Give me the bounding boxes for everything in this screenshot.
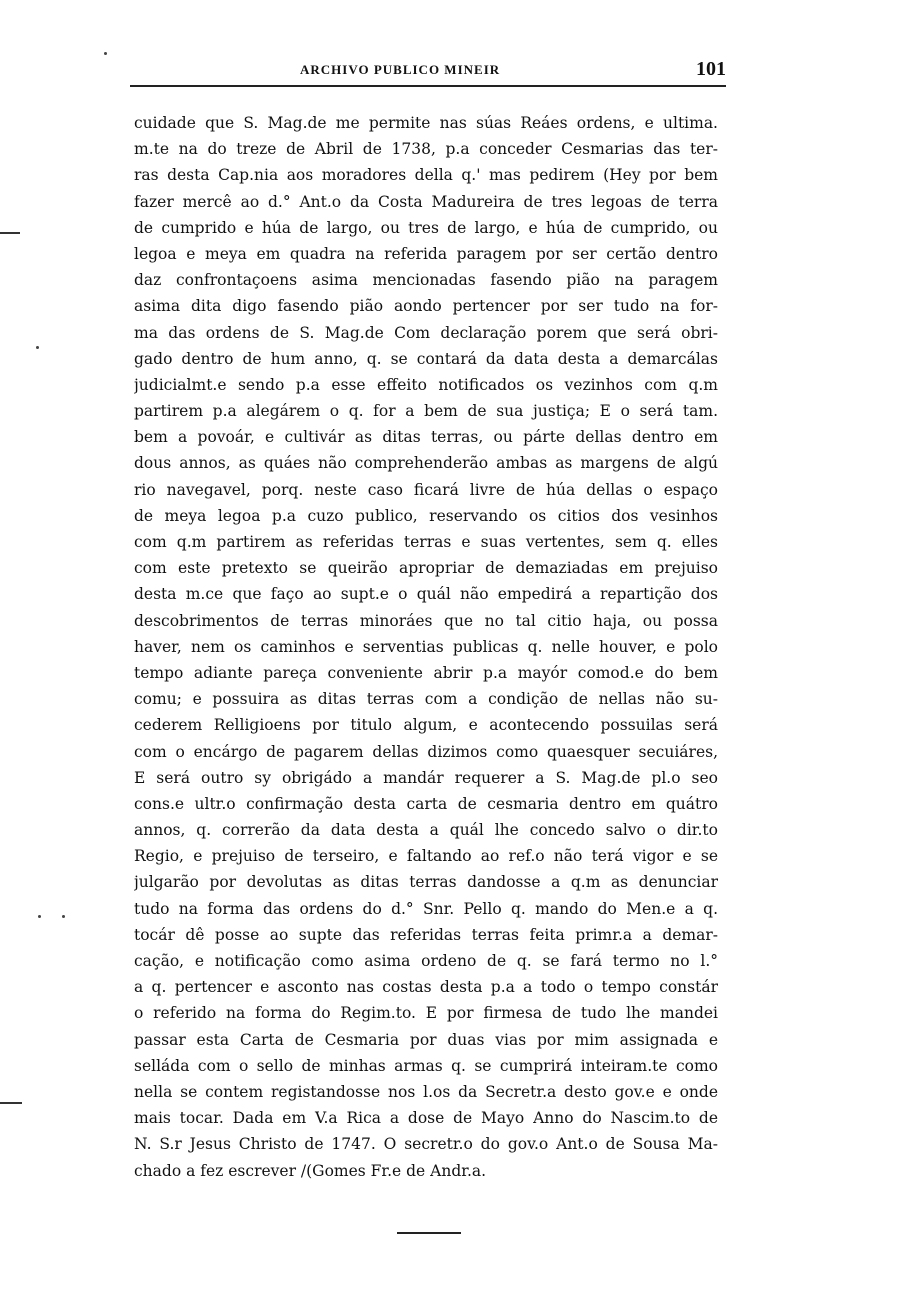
text-line: cederem Relligioens por titulo algum, e acontecendo possuilas será: [134, 716, 718, 735]
text-line: fazer mercê ao d.° Ant.o da Costa Madureira de tres legoas de terra: [134, 192, 718, 211]
text-line: cons.e ultr.o confirmação desta carta de cesmaria dentro em quátro: [134, 794, 718, 813]
text-line: de meya legoa p.a cuzo publico, reservando os citios dos vesinhos: [134, 506, 718, 525]
text-line: annos, q. correrão da data desta a quál lhe concedo salvo o dir.to: [134, 821, 718, 840]
scan-speck: [36, 346, 39, 349]
margin-mark: [0, 232, 20, 234]
text-line: tocár dê posse ao supte das referidas terras feita primr.a a demar-: [134, 925, 718, 944]
text-line: mais tocar. Dada em V.a Rica a dose de Mayo Anno do Nascim.to de: [134, 1109, 718, 1128]
text-line: de cumprido e húa de largo, ou tres de largo, e húa de cumprido, ou: [134, 218, 718, 237]
text-line: N. S.r Jesus Christo de 1747. O secretr.o do gov.o Ant.o de Sousa Ma-: [134, 1135, 718, 1154]
text-line: com o encárgo de pagarem dellas dizimos como quaesquer secuiáres,: [134, 742, 718, 761]
text-line: bem a povoár, e cultivár as ditas terras, ou párte dellas dentro em: [134, 428, 718, 447]
text-line: descobrimentos de terras minoráes que no tal citio haja, ou possa: [134, 611, 718, 630]
text-line: rio navegavel, porq. neste caso ficará livre de húa dellas o espaço: [134, 480, 718, 499]
text-line: julgarão por devolutas as ditas terras dandosse a q.m as denunciar: [134, 873, 718, 892]
text-line: a q. pertencer e asconto nas costas desta p.a a todo o tempo constár: [134, 978, 718, 997]
text-line: judicialmt.e sendo p.a esse effeito notificados os vezinhos com q.m: [134, 375, 718, 394]
text-line: partirem p.a alegárem o q. for a bem de sua justiça; E o será tam.: [134, 402, 718, 421]
text-line: asima dita digo fasendo pião aondo pertencer por ser tudo na for-: [134, 297, 718, 316]
text-line: selláda com o sello de minhas armas q. se cumprirá inteiram.te como: [134, 1056, 718, 1075]
text-line: chado a fez escrever /(Gomes Fr.e de Andr.a.: [134, 1161, 487, 1180]
text-line: gado dentro de hum anno, q. se contará da data desta a demarcálas: [134, 349, 718, 368]
text-line: o referido na forma do Regim.to. E por firmesa de tudo lhe mandei: [134, 1004, 718, 1023]
margin-mark: [0, 1102, 22, 1104]
end-rule: [397, 1232, 461, 1234]
scan-speck: [104, 52, 107, 55]
header-rule: [130, 85, 726, 87]
text-line: haver, nem os caminhos e serventias publicas q. nelle houver, e polo: [134, 637, 718, 656]
text-line: tudo na forma das ordens do d.° Snr. Pello q. mando do Men.e a q.: [134, 899, 718, 918]
text-line: com este pretexto se queirão apropriar de demaziadas em prejuiso: [134, 559, 718, 578]
text-line: cação, e notificação como asima ordeno de q. se fará termo no l.°: [134, 952, 718, 970]
text-line: desta m.ce que faço ao supt.e o quál não empedirá a repartição dos: [134, 585, 718, 604]
text-line: comu; e possuira as ditas terras com a condição de nellas não su-: [134, 690, 718, 709]
text-line: passar esta Carta de Cesmaria por duas vias por mim assignada e: [134, 1030, 718, 1049]
page-number: 101: [696, 58, 726, 80]
text-line: m.te na do treze de Abril de 1738, p.a conceder Cesmarias das ter-: [134, 140, 718, 159]
scan-speck: [38, 915, 41, 918]
text-line: E será outro sy obrigádo a mandár requerer a S. Mag.de pl.o seo: [134, 768, 718, 787]
text-line: tempo adiante pareça conveniente abrir p.a mayór comod.e do bem: [134, 663, 718, 682]
text-line: cuidade que S. Mag.de me permite nas súas Reáes ordens, e ultima.: [134, 114, 718, 132]
text-line: ras desta Cap.nia aos moradores della q.' mas pedirem (Hey por bem: [134, 166, 718, 185]
page-header: [130, 58, 726, 84]
text-line: daz confrontaçoens asima mencionadas fasendo pião na paragem: [134, 271, 718, 290]
text-line: ma das ordens de S. Mag.de Com declaração porem que será obri-: [134, 323, 718, 342]
scan-speck: [62, 915, 65, 918]
text-line: Regio, e prejuiso de terseiro, e faltando ao ref.o não terá vigor e se: [134, 847, 718, 866]
text-line: legoa e meya em quadra na referida paragem por ser certão dentro: [134, 244, 718, 263]
text-line: nella se contem registandosse nos l.os da Secretr.a desto gov.e e onde: [134, 1082, 718, 1101]
running-title: ARCHIVO PUBLICO MINEIR: [300, 62, 501, 77]
body-text: [134, 110, 718, 1180]
text-line: dous annos, as quáes não comprehenderão ambas as margens de algú: [134, 454, 718, 473]
text-line: com q.m partirem as referidas terras e suas vertentes, sem q. elles: [134, 533, 718, 551]
